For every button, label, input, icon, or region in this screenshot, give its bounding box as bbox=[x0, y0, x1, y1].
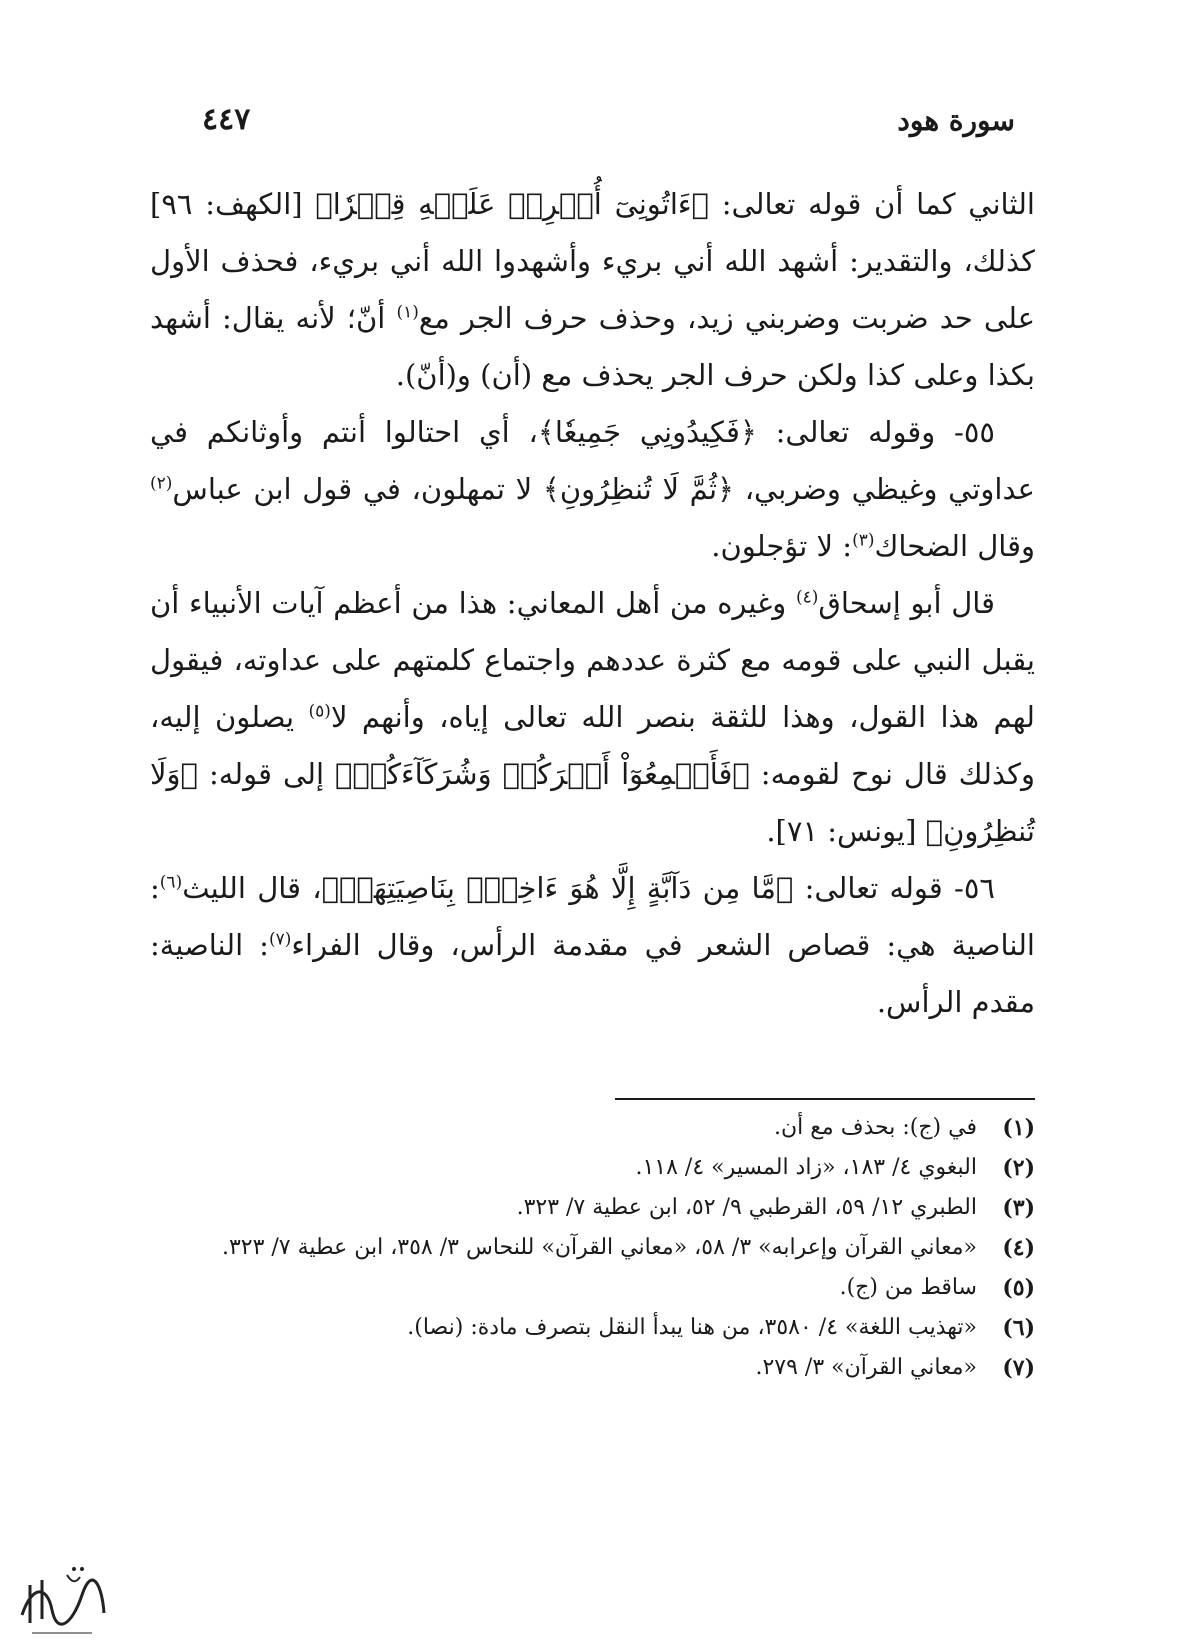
text-run: أنّ؛ لأنه يقال: أشهد بكذا وعلى كذا ولكن حرف الجر يحذف مع (أن) و(أنّ). bbox=[150, 301, 1035, 392]
quran-verse: ﴿مَّا مِن دَآبَّةٍ إِلَّا هُوَ ءَاخِذُۢ بِنَاصِيَتِهَآۚ﴾ bbox=[321, 871, 794, 905]
page-header bbox=[150, 100, 1035, 150]
footnote-separator bbox=[615, 1098, 1035, 1100]
text-run: وقال الضحاك bbox=[874, 529, 1035, 563]
footnote-ref: (١) bbox=[396, 302, 419, 323]
text-run: الثاني كما أن قوله تعالى: bbox=[708, 187, 1035, 221]
footnote-ref: (٤) bbox=[795, 587, 819, 608]
footnote-ref: (٥) bbox=[308, 701, 331, 722]
publisher-logo bbox=[12, 1555, 112, 1645]
footnote-text: «تهذيب اللغة» ٤/ ٣٥٨٠، من هنا يبدأ النقل بتصرف مادة: (نصا). bbox=[407, 1315, 977, 1340]
text-run: ٥٦- قوله تعالى: bbox=[793, 871, 996, 905]
footnote-number: (٢) bbox=[1002, 1155, 1035, 1181]
quran-verse: ﴿ءَاتُونِىٓ أُفۡرِغۡ عَلَيۡهِ قِطۡرٗا﴾ bbox=[315, 187, 709, 221]
footnote-number: (٦) bbox=[1002, 1315, 1035, 1341]
footnote-ref: (٣) bbox=[852, 530, 875, 551]
footnote-number: (٣) bbox=[1002, 1195, 1035, 1221]
footnote-number: (٧) bbox=[1002, 1355, 1035, 1381]
footnote-number: (١) bbox=[1002, 1115, 1035, 1141]
paragraph bbox=[150, 860, 1035, 1031]
quran-verse: ﴿فَأَجۡمِعُوٓاْ أَمۡرَكُمۡ وَشُرَكَآءَكُمۡ﴾ bbox=[335, 757, 750, 791]
text-run: وغيره من أهل المعاني: هذا من أعظم آيات الأنبياء أن يقبل النبي على قومه مع كثرة عددهم واجتماع كلمتهم على عداوته، فيقول لهم هذا القول، وهذا للثقة بنصر الله تعالى إياه، وأنهم لا bbox=[150, 586, 1035, 734]
footnotes bbox=[150, 1110, 1035, 1390]
quran-verse: ﴿فَكِيدُونِي جَمِيعٗا﴾ bbox=[537, 415, 757, 449]
text-run: : لا تؤجلون. bbox=[711, 529, 853, 563]
calligraphy-logo-icon bbox=[12, 1555, 112, 1645]
quran-verse: ﴿وَلَا تُنظِرُونِ﴾ bbox=[150, 757, 1035, 848]
paragraph bbox=[150, 404, 1035, 575]
page-number: ٤٤٧ bbox=[202, 102, 251, 137]
footnote bbox=[150, 1350, 1035, 1386]
footnote-ref: (٢) bbox=[150, 473, 173, 494]
footnote-ref: (٦) bbox=[159, 872, 183, 893]
paragraph bbox=[150, 575, 1035, 860]
footnote-text: «معاني القرآن» ٣/ ٢٧٩. bbox=[755, 1355, 977, 1380]
quran-verse: ﴿ثُمَّ لَا تُنظِرُونِ﴾ bbox=[542, 472, 735, 506]
footnote bbox=[150, 1190, 1035, 1226]
paragraph bbox=[150, 176, 1035, 404]
text-run: ، أي احتالوا أنتم وأوثانكم في عداوتي وغيظي وضربي، bbox=[150, 415, 1035, 506]
text-run: [يونس: ٧١]. bbox=[766, 814, 926, 848]
footnote-text: الطبري ١٢/ ٥٩، القرطبي ٩/ ٥٢، ابن عطية ٧/ ٣٢٣. bbox=[516, 1195, 977, 1220]
text-run: ٥٥- وقوله تعالى: bbox=[756, 415, 995, 449]
footnote bbox=[150, 1310, 1035, 1346]
footnote-ref: (٧) bbox=[268, 929, 292, 950]
footnote-text: البغوي ٤/ ١٨٣، «زاد المسير» ٤/ ١١٨. bbox=[635, 1155, 977, 1180]
text-run: يصلون إليه، وكذلك قال نوح لقومه: bbox=[150, 700, 1035, 791]
footnote bbox=[150, 1230, 1035, 1266]
text-run: قال أبو إسحاق bbox=[818, 586, 995, 620]
text-run: إلى قوله: bbox=[197, 757, 336, 791]
text-run: ، قال الليث bbox=[182, 871, 322, 905]
footnote bbox=[150, 1110, 1035, 1146]
footnote-text: ساقط من (ج). bbox=[839, 1275, 977, 1300]
text-run: [الكهف: ٩٦] كذلك، والتقدير: أشهد الله أني بريء وأشهدوا الله أني بريء، فحذف الأول على حد ضربت وضربني زيد، وحذف حرف الجر مع bbox=[150, 187, 1035, 335]
text-run: : الناصية هي: قصاص الشعر في مقدمة الرأس، وقال الفراء bbox=[150, 871, 1035, 962]
text-run: لا تمهلون، في قول ابن عباس bbox=[172, 472, 543, 506]
text-run: : الناصية: مقدم الرأس. bbox=[150, 928, 1035, 1019]
surah-title: سورة هود bbox=[897, 104, 1015, 137]
footnote-text: «معاني القرآن وإعرابه» ٣/ ٥٨، «معاني القرآن» للنحاس ٣/ ٣٥٨، ابن عطية ٧/ ٣٢٣. bbox=[221, 1235, 977, 1260]
footnote-text: في (ج): بحذف مع أن. bbox=[773, 1115, 977, 1140]
main-text bbox=[150, 176, 1035, 1031]
footnote bbox=[150, 1150, 1035, 1186]
footnote bbox=[150, 1270, 1035, 1306]
footnote-number: (٥) bbox=[1002, 1275, 1035, 1301]
footnote-number: (٤) bbox=[1002, 1235, 1035, 1261]
